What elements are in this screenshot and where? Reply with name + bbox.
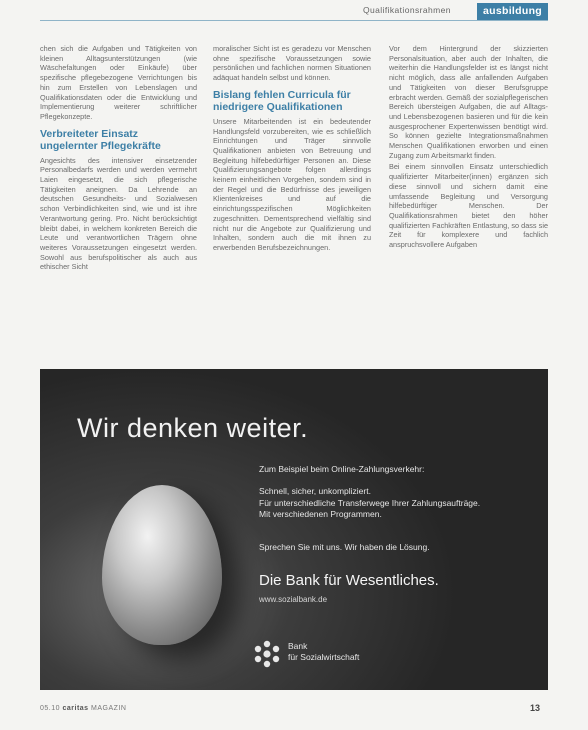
paragraph: chen sich die Aufgaben und Tätigkeiten von kleinen Alltagsunterstützungen (wie Wäschefaltungen oder Einkäufe) über spezifische pflegebezogene Verrichtungen bis hin zum Erstellen von Lebenslagen und Qualifikationsdaten oder die Entwicklung und Implementierung weiterer schriftlicher Pflegekonzepte. (40, 44, 197, 121)
bank-name-line: für Sozialwirtschaft (288, 652, 360, 662)
subheading: Verbreiteter Einsatz ungelernter Pflegekräfte (40, 127, 161, 152)
paragraph: moralischer Sicht ist es geradezu vor Menschen ohne spezifische Voraussetzungen sowie persönlichen und fachlichen normen Situationen adäquat handeln selbst und können. (213, 44, 371, 83)
ad-headline: Wir denken weiter. (77, 413, 309, 443)
paragraph: Angesichts des intensiver einsetzender Personalbedarfs werden und werden vermehrt Laien eingesetzt, die sich pflegerische Tätigkeiten aneignen. Da Lehrende an deutschen Gesundheits- und Sozialwesen schon Verbindlichkeiten sind, wie und ist ihre Verantwortung gering. Pro. Nicht berücksichtigt bleibt dabei, in welchem konkreten Bereich die Leute und verantwortlichen Trägern ohne weiteres Voraussetzungen eingesetzt werden. Sowohl aus berufspolitischer als auch aus ethischer Sicht (40, 155, 197, 272)
bank-logo-icon (253, 640, 281, 668)
magazine-name: caritas (62, 705, 89, 712)
paragraph: Bei einem sinnvollen Einsatz unterschiedlich qualifizierter Mitarbeiter(innen) ergänzen sich diese sinnvoll und sichern damit eine umfassende Begleitung und Versorgung hilfebedürftiger Menschen. Der Qualifikationsrahmen bietet den höher qualifizierten Fachkräften Entlastung, so dass sie Zeit für komplexere und fachlich anspruchsvollere Aufgaben (389, 162, 548, 250)
ad-feature: Für unterschiedliche Transferwege Ihrer Zahlungsaufträge. (259, 497, 481, 508)
ad-intro: Zum Beispiel beim Online-Zahlungsverkehr: (259, 464, 425, 474)
section-label: Qualifikationsrahmen (363, 5, 451, 15)
text-column-2 (213, 44, 371, 255)
ad-feature-list (259, 486, 480, 521)
issue-prefix: 05.10 (40, 705, 61, 712)
subheading: Bislang fehlen Curricula für niedrigere Qualifikationen (213, 88, 351, 113)
section-tab[interactable]: ausbildung (477, 3, 548, 20)
ad-feature: Schnell, sicher, unkompliziert. (259, 486, 371, 496)
issue-suffix: MAGAZIN (91, 705, 127, 712)
ad-feature: Mit verschiedenen Programmen. (259, 509, 382, 519)
text-column-3 (389, 44, 548, 252)
page-number: 13 (530, 703, 541, 713)
advertisement[interactable] (40, 369, 548, 690)
bank-name-line: Bank (288, 641, 308, 651)
footer-issue (40, 705, 126, 712)
paragraph: Unsere Mitarbeitenden ist ein bedeutender Handlungsfeld vorzubereiten, wie es schließlich Einrichtungen und Träger sinnvolle Qualifikationen anbieten von Betreuung und Begleitung hilfebedürftiger Personen an. Diese Qualifizierungsangebote folgen allerdings keinem einheitlichen Vorgehen, sondern sind in der Regel und die Bedürfnisse des jeweiligen Klientenkreises und auf die einrichtungsspezifischen Möglichkeiten zugeschnitten. Dementsprechend vielfältig sind nicht nur die Angebote zur Qualifizierung und Inhalten, sondern auch die mit ihnen zu erwerbenden Berufsbezeichnungen. (213, 116, 371, 252)
ad-url-link[interactable]: www.sozialbank.de (259, 595, 328, 604)
paragraph: Vor dem Hintergrund der skizzierten Personalsituation, aber auch der Inhalten, die weiterhin die Handlungsfelder ist es längst nicht nicht möglich, dass alle anfallenden Aufgaben und Tätigkeiten von dieser Berufsgruppe erbracht werden. Gemäß der sozialpflegerischen Bereich übersteigen Aufgaben, die auf Alltags- und Lebensbezogenen basieren und für die kein ausgesprochener Expertenwissen benötigt wird. So können gezielte Integrationsmaßnahmen Menschen Qualifikationen erworben und einen Zugang zum Arbeitsmarkt finden. (389, 44, 548, 160)
header-rule (40, 20, 548, 21)
text-column-1 (40, 44, 197, 274)
ad-call-to-action: Sprechen Sie mit uns. Wir haben die Lösung. (259, 542, 430, 552)
ad-slogan: Die Bank für Wesentliches. (259, 572, 439, 589)
bank-name (288, 641, 359, 663)
